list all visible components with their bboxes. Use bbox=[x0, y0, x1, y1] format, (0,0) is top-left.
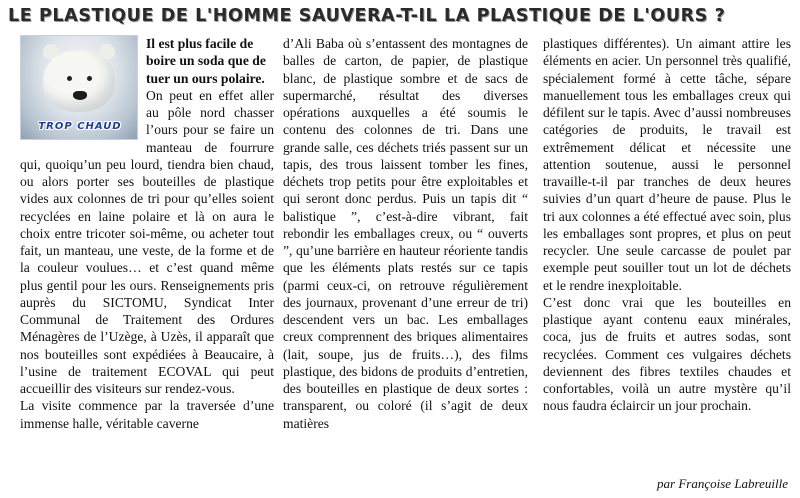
photo-caption-label: TROP CHAUD bbox=[38, 120, 122, 132]
bear-nose-icon bbox=[73, 91, 87, 100]
column-2 bbox=[283, 35, 528, 432]
article-headline: LE PLASTIQUE DE L'HOMME SAUVERA-T-IL LA PLASTIQUE DE L'OURS ? bbox=[8, 6, 726, 26]
bear-eye-left-icon bbox=[67, 76, 72, 81]
lead-paragraph: Il est plus facile de boire un soda que de tuer un ours polaire. bbox=[146, 36, 266, 86]
polar-bear-head-icon bbox=[43, 50, 115, 112]
column3-paragraph-1: plastiques différentes). Un aimant attire les éléments en acier. Un personnel très qualifié, spécialement formé à cette tâche, sépare manuellement tous les emballages creux qui défilent sur le tapis. Avec d’aussi nombreuses catégories de produits, le travail est extrêmement délicat et nécessite une attention soutenue, aussi le personnel travaille-t-il par tranches de deux heures suivies d’un quart d’heure de pause. Plus le tri aux colonnes a été effectué avec soin, plus les emballages sont propres, et plus on peut recycler. Une seule carcasse de poulet par exemple peut souiller tout un lot de déchets et le rendre inexploitable. bbox=[543, 36, 791, 293]
column-3 bbox=[543, 35, 791, 415]
column1-paragraph-2: La visite commence par la traversée d’une immense halle, véritable caverne bbox=[20, 398, 274, 431]
column2-paragraph-1: d’Ali Baba où s’entassent des montagnes de balles de carton, de papier, de plastique blanc, de plastique sombre et de sacs de supermarché, résultat des diverses opérations auxquelles a été soumis le contenu des colonnes de tri. Dans une grande salle, ces déchets triés passent sur un tapis, des trous laissent tomber les fines, déchets trop petits pour être exploitables et qui seront donc perdus. Puis un tapis dit “ balistique ”, c’est-à-dire vibrant, fait rebondir les emballages creux, ou “ ouverts ”, qu’une barrière en hauteur réoriente tandis que les éléments plats restés sur ce tapis (parmi ceux-ci, on retrouve régulièrement des journaux, provenant d’une erreur de tri) descendent vers un bac. Les emballages creux comprennent des briques alimentaires (lait, soupe, jus de fruits…), des films plastique, des bidons de produits d’entretien, des bouteilles en plastique de deux sortes : transparent, ou coloré (il s’agit de deux matières bbox=[283, 36, 528, 431]
column-1 bbox=[20, 35, 274, 432]
column1-paragraph-1: On peut en effet aller au pôle nord chasser l’ours pour se faire un manteau de fourrure qui, quoiqu’un peu lourd, tiendra bien chaud, ou alors porter ses bouteilles de plastique vides aux colonnes de tri pour qu’elles soient recyclées en laine polaire et là on aura le choix entre tricoter soi-même, ou acheter tout fait, un manteau, une veste, de la forme et de la couleur voulues… et c’est quand même plus gentil pour les ours. Renseignements pris auprès du SICTOMU, Syndicat Inter Communal de Traitement des Ordures Ménagères de l’Uzège, à Uzès, il apparaît que nos bouteilles sont expédiées à Beaucaire, à l’usine de traitement ECOVAL qui peut accueillir des visiteurs sur rendez-vous. bbox=[20, 87, 274, 396]
polar-bear-photo bbox=[20, 35, 138, 140]
author-byline: par Françoise Labreuille bbox=[657, 476, 788, 491]
column3-paragraph-2: C’est donc vrai que les bouteilles en plastique ayant contenu eaux minérales, coca, jus de fruits et autres sodas, sont recyclées. Comment ces vulgaires déchets deviennent des fibres textiles chaudes et confortables, voilà un autre mystère qu’il nous faudra éclaircir un jour prochain. bbox=[543, 294, 791, 414]
bear-eye-right-icon bbox=[87, 76, 92, 81]
